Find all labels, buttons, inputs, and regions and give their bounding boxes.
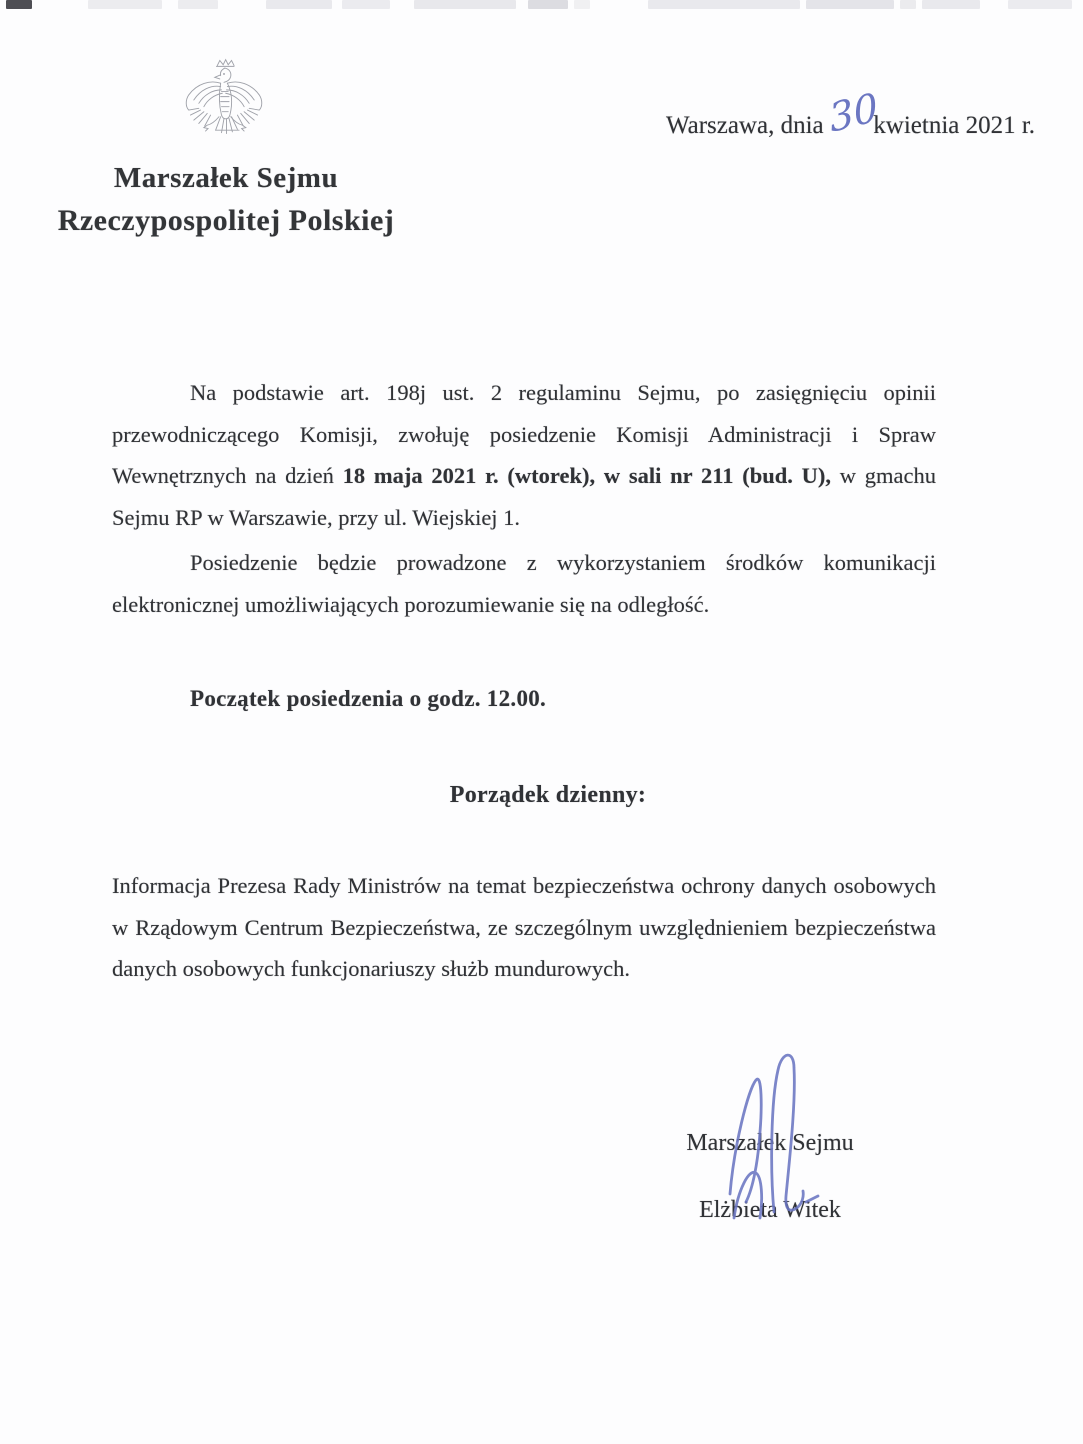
text-line: Sejmu RP w Warszawie, przy ul. Wiejskiej 1.: [112, 504, 521, 530]
dateline: [666, 85, 1036, 142]
scan-artifact-mark: [266, 0, 332, 9]
text-line: Wewnętrznych na dzień 18 maja 2021 r. (wtorek), w sali nr 211 (bud. U), w gmachu: [112, 463, 936, 488]
paragraph-remote-meeting: [112, 542, 936, 625]
text-line: Informacja Prezesa Rady Ministrów na temat bezpieczeństwa ochrony danych osobowych: [112, 873, 936, 898]
scan-artifact-mark: [342, 0, 390, 9]
dateline-suffix: kwietnia 2021 r.: [873, 112, 1036, 139]
text-line: w Rządowym Centrum Bezpieczeństwa, ze szczególnym uwzględnieniem bezpieczeństwa: [112, 914, 936, 940]
agenda-heading: Porządek dzienny:: [449, 782, 647, 808]
scan-artifact-mark: [178, 0, 218, 9]
scan-artifact-mark: [648, 0, 800, 9]
text-line: elektronicznej umożliwiających porozumiewanie się na odległość.: [112, 591, 710, 617]
scan-artifact-mark: [6, 0, 32, 9]
handwritten-signature: [716, 1046, 824, 1236]
letterhead-title: Marszałek Sejmu: [113, 162, 339, 194]
scan-artifact-mark: [414, 0, 516, 9]
signature-title: Marszałek Sejmu: [686, 1130, 854, 1156]
start-time-line: Początek posiedzenia o godz. 12.00.: [190, 686, 547, 711]
paragraph-legal-basis: [112, 372, 936, 538]
scan-artifact-mark: [1008, 0, 1072, 9]
scan-artifact-strip: [0, 0, 1083, 10]
text-line: Na podstawie art. 198j ust. 2 regulaminu Sejmu, po zasięgnięciu opinii: [190, 380, 936, 405]
text-line: Posiedzenie będzie prowadzone z wykorzystaniem środków komunikacji: [190, 550, 936, 575]
polish-eagle-emblem-icon: [182, 58, 266, 152]
scan-artifact-mark: [900, 0, 916, 9]
scan-artifact-mark: [88, 0, 162, 9]
handwritten-day: 30: [826, 85, 881, 142]
letterhead: [52, 162, 400, 238]
scan-artifact-mark: [528, 0, 568, 9]
scan-artifact-mark: [806, 0, 894, 9]
scan-artifact-mark: [574, 0, 590, 9]
signature-name: Elżbieta Witek: [699, 1197, 841, 1223]
letterhead-subtitle: Rzeczypospolitej Polskiej: [57, 204, 395, 237]
text-line: przewodniczącego Komisji, zwołuję posiedzenie Komisji Administracji i Spraw: [112, 421, 936, 447]
dateline-prefix: Warszawa, dnia: [666, 112, 824, 139]
scan-artifact-mark: [922, 0, 980, 9]
paragraph-agenda-item: [112, 865, 936, 990]
text-line: danych osobowych funkcjonariuszy służb mundurowych.: [112, 956, 631, 981]
